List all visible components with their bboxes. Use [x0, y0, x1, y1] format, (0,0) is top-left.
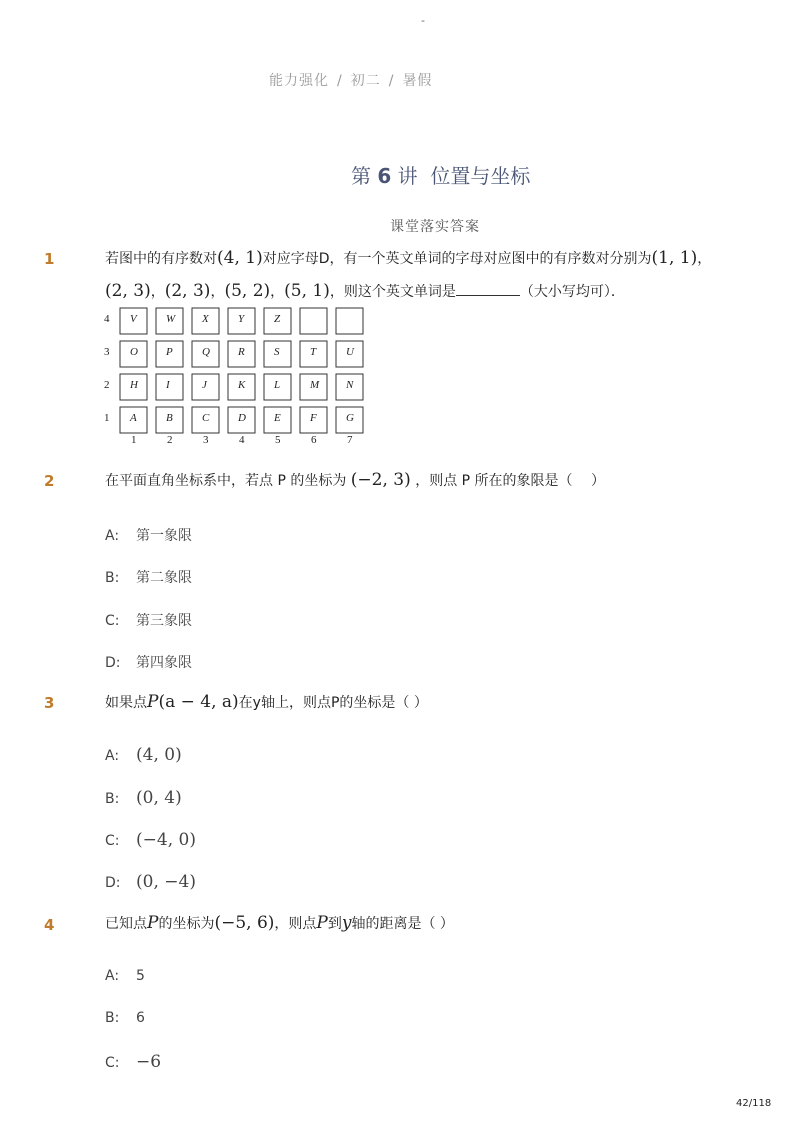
grid-row-label: 1	[104, 412, 110, 424]
top-mark: -	[421, 14, 425, 27]
q1-comma: ，	[210, 284, 225, 300]
grid-letter: X	[202, 313, 209, 325]
q1-text: 对应字母D，有一个英文单词的字母对应图中的有序数对分别为	[262, 251, 652, 267]
breadcrumb-separator: /	[337, 73, 343, 89]
option-label: C:	[105, 613, 120, 629]
grid-letter: V	[130, 313, 137, 325]
option-label: D:	[105, 875, 121, 891]
option-label: A:	[105, 748, 120, 764]
option-label: B:	[105, 1010, 120, 1026]
title-suffix: 讲 位置与坐标	[397, 164, 531, 188]
option-text: 第一象限	[136, 528, 192, 544]
grid-letter: O	[130, 346, 138, 358]
q3-point-coords: (a − 4, a)	[158, 692, 239, 712]
option-a[interactable]	[105, 968, 145, 984]
q4-text: 轴的距离是（ ）	[351, 916, 454, 932]
q3-text: 如果点	[105, 695, 147, 711]
question-1-line-2	[105, 281, 625, 301]
q1-pair: (5, 2)	[224, 281, 271, 301]
title-number: 6	[377, 164, 392, 188]
q1-comma: ，	[270, 284, 285, 300]
option-d[interactable]	[105, 872, 196, 892]
option-a[interactable]	[105, 745, 182, 765]
q4-pair: (−5, 6)	[214, 913, 275, 933]
question-number: 2	[44, 472, 55, 490]
grid-column-label: 4	[239, 434, 245, 446]
grid-letter: K	[238, 379, 246, 391]
page-title	[351, 160, 530, 189]
q2-pair: (−2, 3)	[350, 470, 411, 490]
option-b[interactable]	[105, 567, 192, 587]
grid-letter: Y	[238, 313, 245, 325]
grid-letter: E	[274, 412, 281, 424]
grid-letter: A	[130, 412, 137, 424]
q1-text: 若图中的有序数对	[105, 251, 217, 267]
option-text: (0, −4)	[136, 872, 196, 892]
option-c[interactable]	[105, 830, 196, 850]
question-1-line-1	[105, 248, 711, 268]
title-prefix: 第	[351, 164, 371, 188]
option-label: B:	[105, 791, 120, 807]
option-c[interactable]	[105, 610, 192, 630]
breadcrumb	[269, 70, 432, 90]
q1-pair: (5, 1)	[284, 281, 330, 301]
grid-column-label: 5	[275, 434, 281, 446]
q1-comma: ，	[150, 284, 165, 300]
q2-text: 在平面直角坐标系中，若点 P 的坐标为	[105, 473, 347, 489]
option-text: 第二象限	[136, 570, 192, 586]
grid-column-label: 2	[167, 434, 173, 446]
grid-letter: L	[274, 379, 281, 391]
option-c[interactable]	[105, 1052, 161, 1072]
grid-letter: Z	[274, 313, 281, 325]
q1-comma: ，	[697, 251, 712, 267]
grid-letter: M	[310, 379, 320, 391]
breadcrumb-separator: /	[388, 73, 395, 89]
option-text: 5	[136, 968, 145, 984]
page-subtitle: 课堂落实答案	[390, 219, 480, 235]
grid-letter: W	[166, 313, 176, 325]
grid-letter: P	[166, 346, 173, 358]
option-d[interactable]	[105, 652, 192, 672]
question-number: 3	[44, 694, 55, 712]
option-text: 第三象限	[136, 613, 192, 629]
q4-text: 已知点	[105, 916, 147, 932]
q3-text: 在y轴上，则点P的坐标是（ ）	[238, 695, 428, 711]
option-b[interactable]	[105, 1010, 145, 1026]
option-label: C:	[105, 1055, 120, 1071]
q1-pair: (2, 3)	[105, 281, 151, 301]
grid-row-label: 3	[104, 346, 110, 358]
option-label: C:	[105, 833, 120, 849]
q4-point-name: P	[316, 913, 328, 933]
breadcrumb-item: 初二	[350, 73, 381, 89]
option-label: B:	[105, 570, 120, 586]
grid-column-label: 7	[347, 434, 353, 446]
grid-letter: T	[310, 346, 317, 358]
q4-axis-name: y	[341, 913, 352, 933]
grid-letter: D	[238, 412, 246, 424]
q3-point-name: P	[147, 692, 159, 712]
q1-pair: (4, 1)	[217, 248, 263, 268]
grid-letter: Q	[202, 346, 210, 358]
q4-text: 的坐标为	[158, 916, 215, 932]
question-number: 1	[44, 250, 55, 268]
grid-row-label: 2	[104, 379, 110, 391]
option-text: 6	[136, 1010, 145, 1026]
page-number: 42/118	[736, 1098, 772, 1109]
option-text: −6	[136, 1052, 162, 1072]
question-number: 4	[44, 916, 55, 934]
grid-letter: S	[274, 346, 280, 358]
q4-text: ，则点	[274, 916, 317, 932]
option-a[interactable]	[105, 525, 192, 545]
option-text: (0, 4)	[136, 788, 182, 808]
option-label: A:	[105, 528, 120, 544]
q2-text: ，则点 P 所在的象限是（ ）	[415, 473, 605, 489]
question-4-stem	[105, 913, 454, 933]
grid-letter: C	[202, 412, 210, 424]
grid-column-label: 6	[311, 434, 317, 446]
q1-pair: (1, 1)	[651, 248, 698, 268]
breadcrumb-item: 暑假	[402, 73, 433, 89]
grid-column-label: 3	[203, 434, 209, 446]
option-text: (4, 0)	[136, 745, 182, 765]
grid-letter: I	[166, 379, 170, 391]
grid-letter: U	[346, 346, 354, 358]
q1-pair: (2, 3)	[164, 281, 211, 301]
q1-text: ，则这个英文单词是	[329, 284, 456, 300]
grid-letter: R	[238, 346, 245, 358]
grid-letter: N	[346, 379, 354, 391]
question-2-stem	[105, 470, 605, 490]
q1-text: （大小写均可）．	[519, 284, 625, 300]
option-b[interactable]	[105, 788, 182, 808]
grid-row-label: 4	[104, 313, 110, 325]
breadcrumb-item: 能力强化	[269, 73, 329, 89]
option-label: D:	[105, 655, 121, 671]
grid-cell	[300, 308, 327, 334]
grid-column-label: 1	[131, 434, 137, 446]
option-text: 第四象限	[136, 655, 192, 671]
grid-letter: B	[166, 412, 173, 424]
question-3-stem	[105, 692, 428, 712]
grid-letter: F	[310, 412, 317, 424]
grid-letter: J	[202, 379, 207, 391]
option-text: (−4, 0)	[136, 830, 196, 850]
grid-letter: G	[346, 412, 354, 424]
option-label: A:	[105, 968, 120, 984]
grid-letter: H	[130, 379, 138, 391]
answer-blank[interactable]	[456, 283, 520, 296]
q4-text: 到	[327, 916, 342, 932]
letter-grid-figure	[104, 306, 374, 446]
grid-cell	[336, 308, 363, 334]
q4-point-name: P	[147, 913, 159, 933]
